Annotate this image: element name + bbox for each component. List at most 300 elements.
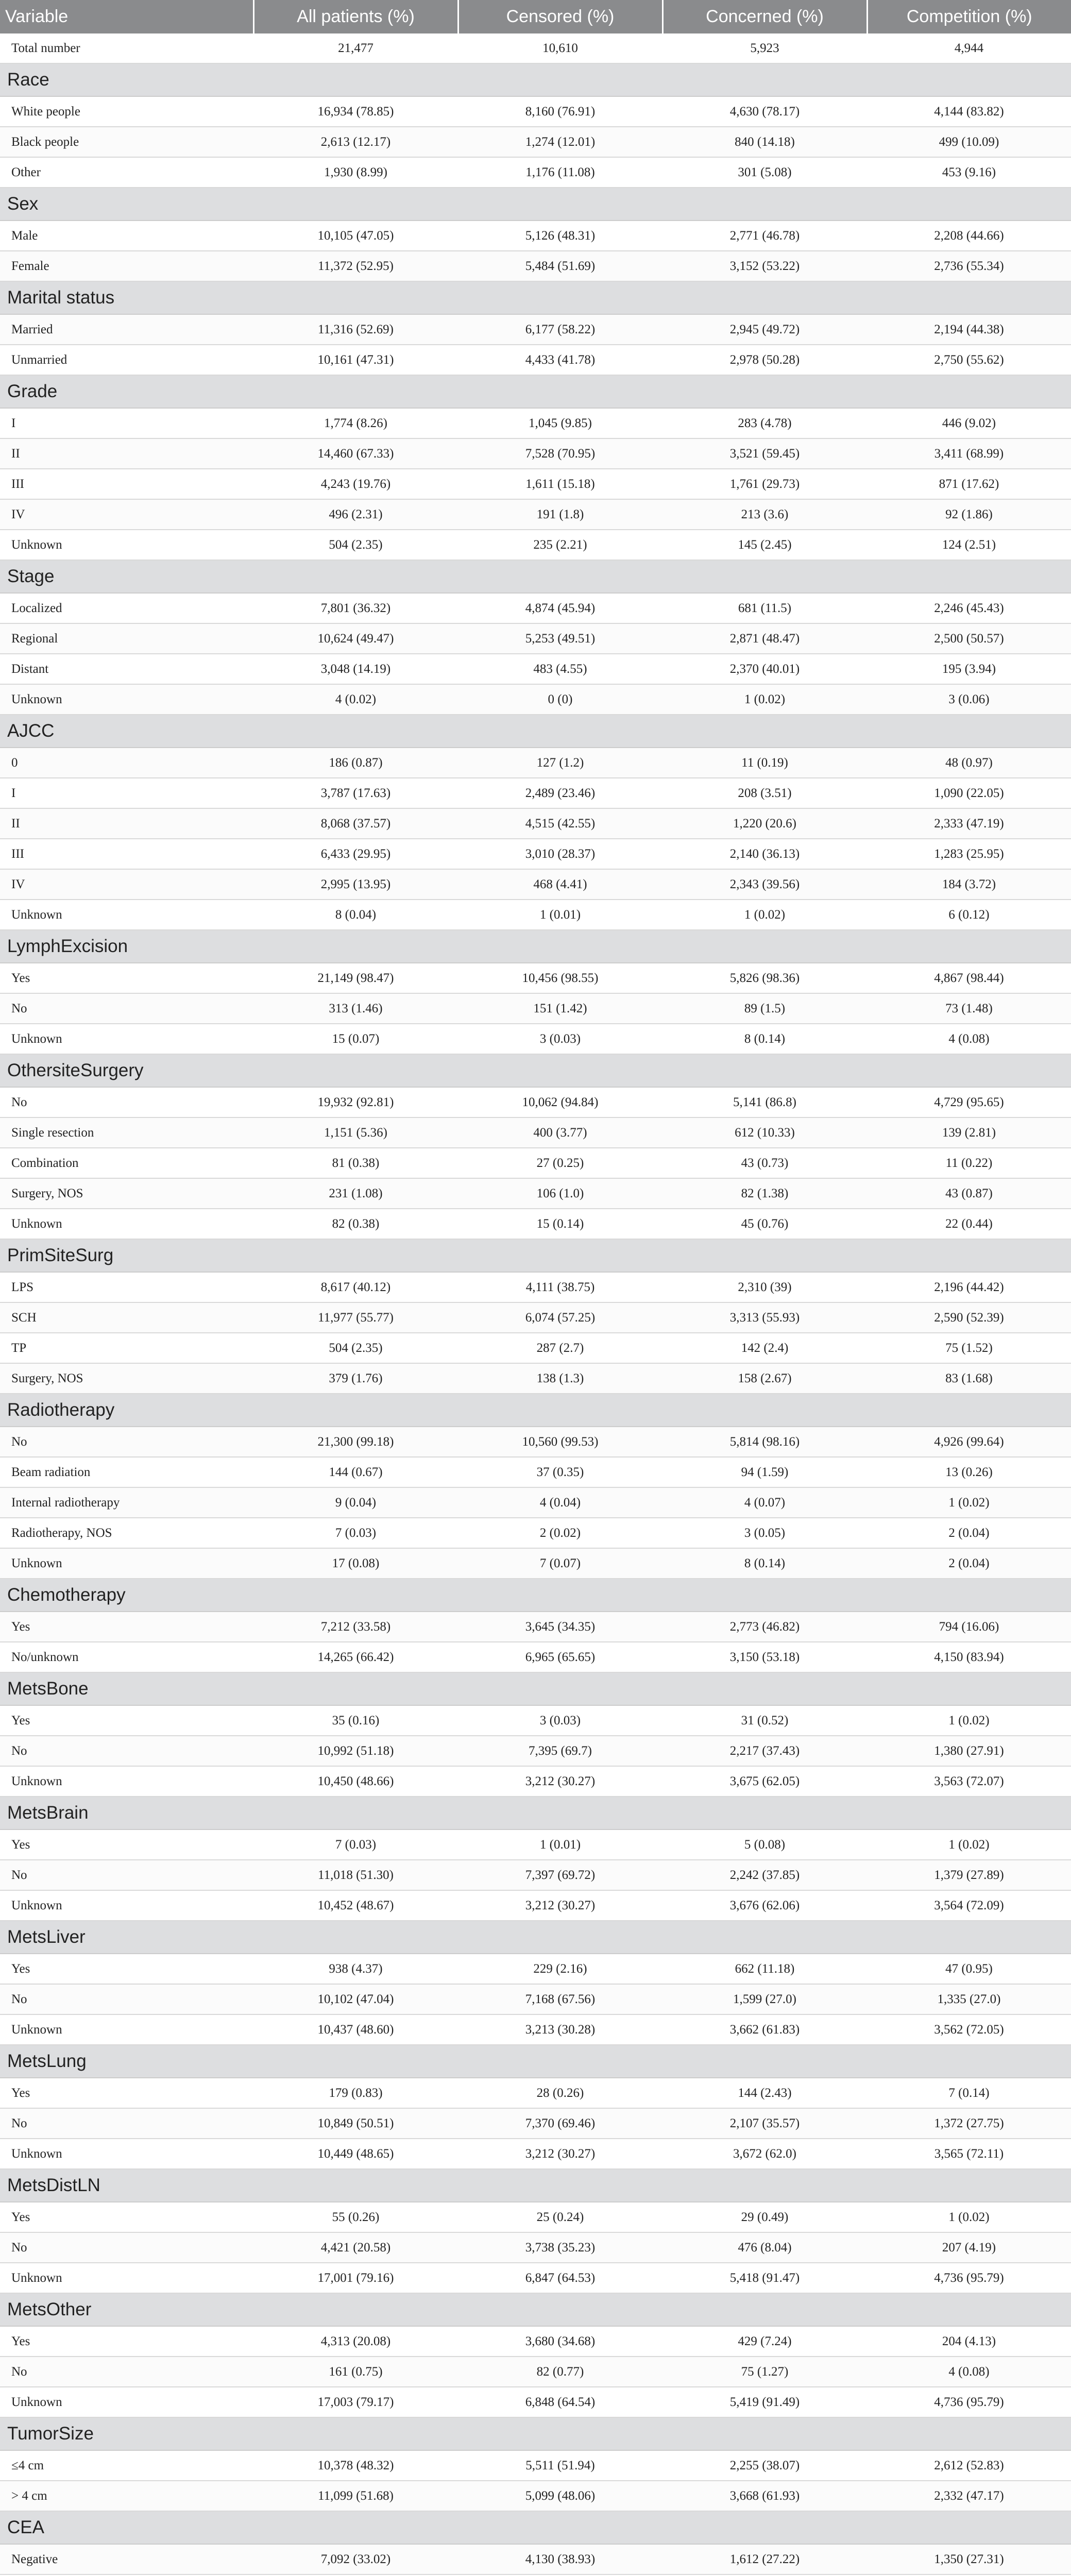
- cell-competition: 4 (0.08): [867, 1024, 1071, 1054]
- cell-censored: 191 (1.8): [458, 499, 662, 530]
- cell-all-patients: 4,313 (20.08): [253, 2326, 458, 2357]
- table-row: [0, 1333, 1071, 1363]
- row-label: Internal radiotherapy: [0, 1487, 253, 1518]
- row-label: Single resection: [0, 1117, 253, 1148]
- cell-censored: 0 (0): [458, 684, 662, 715]
- table-row: [0, 1178, 1071, 1209]
- table-row: [0, 963, 1071, 993]
- row-label: Female: [0, 251, 253, 281]
- table-row: [0, 1548, 1071, 1579]
- table-row: [0, 654, 1071, 684]
- cell-all-patients: 11,099 (51.68): [253, 2481, 458, 2511]
- cell-censored: 106 (1.0): [458, 1178, 662, 1209]
- cell-competition: 11 (0.22): [867, 1148, 1071, 1178]
- cell-censored: 3,680 (34.68): [458, 2326, 662, 2357]
- row-label: Unknown: [0, 900, 253, 930]
- row-label: Black people: [0, 127, 253, 157]
- cell-censored: 3,645 (34.35): [458, 1612, 662, 1642]
- cell-concerned: 3,313 (55.93): [662, 1302, 867, 1333]
- row-label: Combination: [0, 1148, 253, 1178]
- cell-competition: 184 (3.72): [867, 869, 1071, 900]
- row-label: Unknown: [0, 2263, 253, 2293]
- cell-competition: 2,612 (52.83): [867, 2450, 1071, 2481]
- cell-all-patients: 11,372 (52.95): [253, 251, 458, 281]
- cell-competition: 1 (0.02): [867, 1487, 1071, 1518]
- row-label: IV: [0, 499, 253, 530]
- table-row: [0, 1705, 1071, 1736]
- section-title: Chemotherapy: [0, 1579, 1071, 1612]
- row-label: IV: [0, 869, 253, 900]
- cell-concerned: 5,814 (98.16): [662, 1427, 867, 1457]
- table-row: [0, 2078, 1071, 2108]
- cell-concerned: 2,255 (38.07): [662, 2450, 867, 2481]
- row-label: No: [0, 2108, 253, 2139]
- row-label: Unknown: [0, 2014, 253, 2045]
- cell-censored: 7,370 (69.46): [458, 2108, 662, 2139]
- cell-competition: 92 (1.86): [867, 499, 1071, 530]
- section-title: Radiotherapy: [0, 1394, 1071, 1427]
- cell-censored: 400 (3.77): [458, 1117, 662, 1148]
- cell-all-patients: 14,265 (66.42): [253, 1642, 458, 1672]
- cell-competition: 1,090 (22.05): [867, 778, 1071, 808]
- cell-competition: 207 (4.19): [867, 2232, 1071, 2263]
- cell-competition: 1,379 (27.89): [867, 1860, 1071, 1890]
- table-row: [0, 900, 1071, 930]
- table-row: [0, 1860, 1071, 1890]
- cell-competition: 2,196 (44.42): [867, 1272, 1071, 1302]
- cell-concerned: 2,310 (39): [662, 1272, 867, 1302]
- cell-censored: 6,074 (57.25): [458, 1302, 662, 1333]
- cell-censored: 7,528 (70.95): [458, 438, 662, 469]
- section-header-row: [0, 2169, 1071, 2202]
- cell-all-patients: 504 (2.35): [253, 1333, 458, 1363]
- cell-concerned: 213 (3.6): [662, 499, 867, 530]
- row-label: No: [0, 2357, 253, 2387]
- cell-competition: 871 (17.62): [867, 469, 1071, 499]
- header-row: [0, 0, 1071, 33]
- cell-concerned: 2,370 (40.01): [662, 654, 867, 684]
- cell-censored: 7,395 (69.7): [458, 1736, 662, 1766]
- cell-all-patients: 179 (0.83): [253, 2078, 458, 2108]
- cell-competition: 2,736 (55.34): [867, 251, 1071, 281]
- cell-censored: 4,130 (38.93): [458, 2544, 662, 2574]
- cell-censored: 3,738 (35.23): [458, 2232, 662, 2263]
- cell-concerned: 301 (5.08): [662, 157, 867, 188]
- row-label: Surgery, NOS: [0, 1178, 253, 1209]
- cell-concerned: 11 (0.19): [662, 748, 867, 778]
- row-label: Unknown: [0, 1766, 253, 1797]
- header-all-patients: All patients (%): [253, 0, 458, 33]
- section-title: Sex: [0, 188, 1071, 221]
- row-label: > 4 cm: [0, 2481, 253, 2511]
- cell-all-patients: 17,001 (79.16): [253, 2263, 458, 2293]
- cell-concerned: 2,773 (46.82): [662, 1612, 867, 1642]
- cell-all-patients: 3,787 (17.63): [253, 778, 458, 808]
- row-label: Other: [0, 157, 253, 188]
- cell-censored: 151 (1.42): [458, 993, 662, 1024]
- cell-all-patients: 19,932 (92.81): [253, 1087, 458, 1117]
- cell-all-patients: 1,930 (8.99): [253, 157, 458, 188]
- table-row: [0, 2357, 1071, 2387]
- cell-censored: 8,160 (76.91): [458, 96, 662, 127]
- row-label: Unknown: [0, 2387, 253, 2417]
- table-row: [0, 1087, 1071, 1117]
- section-title: CEA: [0, 2511, 1071, 2544]
- cell-all-patients: 21,300 (99.18): [253, 1427, 458, 1457]
- cell-competition: 3,411 (68.99): [867, 438, 1071, 469]
- section-header-row: [0, 715, 1071, 748]
- row-label: Unknown: [0, 684, 253, 715]
- cell-competition: 1 (0.02): [867, 1829, 1071, 1860]
- cell-censored: 5,099 (48.06): [458, 2481, 662, 2511]
- cell-all-patients: 7,212 (33.58): [253, 1612, 458, 1642]
- table-row: [0, 1736, 1071, 1766]
- section-title: TumorSize: [0, 2417, 1071, 2450]
- row-label: No: [0, 1427, 253, 1457]
- cell-all-patients: 10,452 (48.67): [253, 1890, 458, 1921]
- cell-concerned: 429 (7.24): [662, 2326, 867, 2357]
- row-label: No: [0, 993, 253, 1024]
- cell-competition: 2,750 (55.62): [867, 345, 1071, 375]
- row-label: SCH: [0, 1302, 253, 1333]
- section-header-row: [0, 2511, 1071, 2544]
- cell-all-patients: 7,092 (33.02): [253, 2544, 458, 2574]
- total-all-patients: 21,477: [253, 33, 458, 63]
- table-row: [0, 623, 1071, 654]
- total-concerned: 5,923: [662, 33, 867, 63]
- total-label: Total number: [0, 33, 253, 63]
- table-row: [0, 2544, 1071, 2574]
- cell-competition: 195 (3.94): [867, 654, 1071, 684]
- table-row: [0, 808, 1071, 839]
- table-row: [0, 1272, 1071, 1302]
- table-row: [0, 593, 1071, 623]
- cell-censored: 27 (0.25): [458, 1148, 662, 1178]
- table-row: [0, 869, 1071, 900]
- cell-all-patients: 1,151 (5.36): [253, 1117, 458, 1148]
- cell-censored: 2,489 (23.46): [458, 778, 662, 808]
- table-row: [0, 96, 1071, 127]
- cell-all-patients: 313 (1.46): [253, 993, 458, 1024]
- row-label: No: [0, 1736, 253, 1766]
- cell-competition: 4,144 (83.82): [867, 96, 1071, 127]
- cell-censored: 287 (2.7): [458, 1333, 662, 1363]
- cell-competition: 3 (0.06): [867, 684, 1071, 715]
- cell-competition: 1,372 (27.75): [867, 2108, 1071, 2139]
- cell-concerned: 5,141 (86.8): [662, 1087, 867, 1117]
- table-row: [0, 993, 1071, 1024]
- cell-concerned: 75 (1.27): [662, 2357, 867, 2387]
- table-row: [0, 2232, 1071, 2263]
- cell-all-patients: 4 (0.02): [253, 684, 458, 715]
- cell-competition: 453 (9.16): [867, 157, 1071, 188]
- table-row: [0, 221, 1071, 251]
- table-row: [0, 1117, 1071, 1148]
- row-label: III: [0, 469, 253, 499]
- cell-all-patients: 11,316 (52.69): [253, 314, 458, 345]
- cell-competition: 139 (2.81): [867, 1117, 1071, 1148]
- cell-all-patients: 10,624 (49.47): [253, 623, 458, 654]
- row-label: Unknown: [0, 2139, 253, 2169]
- cell-concerned: 3,672 (62.0): [662, 2139, 867, 2169]
- cell-all-patients: 55 (0.26): [253, 2202, 458, 2232]
- cell-competition: 2,332 (47.17): [867, 2481, 1071, 2511]
- cell-competition: 73 (1.48): [867, 993, 1071, 1024]
- cell-censored: 1 (0.01): [458, 1829, 662, 1860]
- cell-competition: 6 (0.12): [867, 900, 1071, 930]
- row-label: White people: [0, 96, 253, 127]
- row-label: No: [0, 1087, 253, 1117]
- row-label: Regional: [0, 623, 253, 654]
- cell-all-patients: 10,378 (48.32): [253, 2450, 458, 2481]
- cell-competition: 4,867 (98.44): [867, 963, 1071, 993]
- table-row: [0, 2481, 1071, 2511]
- row-label: Yes: [0, 2202, 253, 2232]
- cell-competition: 2,194 (44.38): [867, 314, 1071, 345]
- cell-concerned: 8 (0.14): [662, 1024, 867, 1054]
- cell-all-patients: 10,992 (51.18): [253, 1736, 458, 1766]
- section-header-row: [0, 188, 1071, 221]
- table-row: [0, 408, 1071, 438]
- cell-competition: 3,565 (72.11): [867, 2139, 1071, 2169]
- table-row: [0, 2387, 1071, 2417]
- cell-censored: 5,484 (51.69): [458, 251, 662, 281]
- cell-concerned: 1 (0.02): [662, 684, 867, 715]
- cell-concerned: 2,945 (49.72): [662, 314, 867, 345]
- row-label: Unmarried: [0, 345, 253, 375]
- cell-censored: 7,397 (69.72): [458, 1860, 662, 1890]
- table-row: [0, 530, 1071, 560]
- cell-censored: 6,848 (64.54): [458, 2387, 662, 2417]
- cell-concerned: 2,871 (48.47): [662, 623, 867, 654]
- table-row: [0, 2326, 1071, 2357]
- row-label: Yes: [0, 1705, 253, 1736]
- cell-all-patients: 10,102 (47.04): [253, 1984, 458, 2014]
- cell-competition: 1,283 (25.95): [867, 839, 1071, 869]
- cell-concerned: 681 (11.5): [662, 593, 867, 623]
- cell-censored: 10,560 (99.53): [458, 1427, 662, 1457]
- cell-all-patients: 231 (1.08): [253, 1178, 458, 1209]
- cell-concerned: 476 (8.04): [662, 2232, 867, 2263]
- section-header-row: [0, 281, 1071, 314]
- cell-all-patients: 11,018 (51.30): [253, 1860, 458, 1890]
- row-label: Unknown: [0, 1548, 253, 1579]
- table-row: [0, 748, 1071, 778]
- section-header-row: [0, 2417, 1071, 2450]
- cell-all-patients: 6,433 (29.95): [253, 839, 458, 869]
- row-label: No: [0, 1860, 253, 1890]
- cell-all-patients: 8 (0.04): [253, 900, 458, 930]
- section-header-row: [0, 63, 1071, 96]
- row-label: ≤4 cm: [0, 2450, 253, 2481]
- section-title: MetsBrain: [0, 1797, 1071, 1829]
- cell-competition: 794 (16.06): [867, 1612, 1071, 1642]
- cell-concerned: 1,761 (29.73): [662, 469, 867, 499]
- cell-all-patients: 4,243 (19.76): [253, 469, 458, 499]
- section-title: Stage: [0, 560, 1071, 593]
- cell-all-patients: 16,934 (78.85): [253, 96, 458, 127]
- cell-concerned: 612 (10.33): [662, 1117, 867, 1148]
- table-row: [0, 345, 1071, 375]
- cell-concerned: 3,150 (53.18): [662, 1642, 867, 1672]
- cell-competition: 43 (0.87): [867, 1178, 1071, 1209]
- cell-concerned: 45 (0.76): [662, 1209, 867, 1239]
- section-header-row: [0, 1054, 1071, 1087]
- cell-concerned: 2,978 (50.28): [662, 345, 867, 375]
- table-row: [0, 1302, 1071, 1333]
- cell-competition: 2,246 (45.43): [867, 593, 1071, 623]
- cell-all-patients: 17,003 (79.17): [253, 2387, 458, 2417]
- cell-censored: 3 (0.03): [458, 1024, 662, 1054]
- table-row: [0, 839, 1071, 869]
- cell-censored: 5,511 (51.94): [458, 2450, 662, 2481]
- section-title: MetsDistLN: [0, 2169, 1071, 2202]
- row-label: Unknown: [0, 1209, 253, 1239]
- table-row: [0, 469, 1071, 499]
- table-row: [0, 2108, 1071, 2139]
- cell-competition: 4,926 (99.64): [867, 1427, 1071, 1457]
- cell-concerned: 208 (3.51): [662, 778, 867, 808]
- cell-censored: 127 (1.2): [458, 748, 662, 778]
- cell-competition: 1 (0.02): [867, 2202, 1071, 2232]
- cell-all-patients: 35 (0.16): [253, 1705, 458, 1736]
- row-label: II: [0, 808, 253, 839]
- cell-competition: 2,208 (44.66): [867, 221, 1071, 251]
- cell-concerned: 3 (0.05): [662, 1518, 867, 1548]
- table-row: [0, 438, 1071, 469]
- cell-all-patients: 186 (0.87): [253, 748, 458, 778]
- cell-censored: 3,213 (30.28): [458, 2014, 662, 2045]
- section-title: Grade: [0, 375, 1071, 408]
- cell-all-patients: 21,149 (98.47): [253, 963, 458, 993]
- cell-competition: 2 (0.04): [867, 1548, 1071, 1579]
- cell-concerned: 283 (4.78): [662, 408, 867, 438]
- table-row: [0, 499, 1071, 530]
- cell-concerned: 144 (2.43): [662, 2078, 867, 2108]
- row-label: Unknown: [0, 530, 253, 560]
- table-body: [0, 33, 1071, 2576]
- table-row: [0, 684, 1071, 715]
- total-censored: 10,610: [458, 33, 662, 63]
- table-row: [0, 1457, 1071, 1487]
- table-row: [0, 1984, 1071, 2014]
- table-row: [0, 2139, 1071, 2169]
- cell-censored: 37 (0.35): [458, 1457, 662, 1487]
- cell-competition: 47 (0.95): [867, 1954, 1071, 1984]
- cell-competition: 124 (2.51): [867, 530, 1071, 560]
- cell-concerned: 1 (0.02): [662, 900, 867, 930]
- cell-all-patients: 7 (0.03): [253, 1829, 458, 1860]
- cell-concerned: 2,140 (36.13): [662, 839, 867, 869]
- cell-competition: 83 (1.68): [867, 1363, 1071, 1394]
- table-row: [0, 1209, 1071, 1239]
- cell-all-patients: 15 (0.07): [253, 1024, 458, 1054]
- cell-concerned: 3,676 (62.06): [662, 1890, 867, 1921]
- cell-concerned: 2,242 (37.85): [662, 1860, 867, 1890]
- cell-censored: 1,611 (15.18): [458, 469, 662, 499]
- header-competition: Competition (%): [867, 0, 1071, 33]
- section-title: MetsOther: [0, 2293, 1071, 2326]
- table-row: [0, 2450, 1071, 2481]
- table-row: [0, 314, 1071, 345]
- section-title: Race: [0, 63, 1071, 96]
- section-header-row: [0, 375, 1071, 408]
- table-row: [0, 1363, 1071, 1394]
- table-row: [0, 1954, 1071, 1984]
- table-row: [0, 2263, 1071, 2293]
- row-label: I: [0, 408, 253, 438]
- cell-concerned: 2,343 (39.56): [662, 869, 867, 900]
- cell-competition: 2,500 (50.57): [867, 623, 1071, 654]
- cell-all-patients: 7 (0.03): [253, 1518, 458, 1548]
- section-header-row: [0, 1579, 1071, 1612]
- cell-competition: 3,562 (72.05): [867, 2014, 1071, 2045]
- cell-censored: 4,111 (38.75): [458, 1272, 662, 1302]
- row-label: Yes: [0, 963, 253, 993]
- cell-concerned: 3,675 (62.05): [662, 1766, 867, 1797]
- cell-competition: 2,590 (52.39): [867, 1302, 1071, 1333]
- section-header-row: [0, 2045, 1071, 2078]
- cell-censored: 3,212 (30.27): [458, 1766, 662, 1797]
- cell-competition: 2 (0.04): [867, 1518, 1071, 1548]
- cell-concerned: 1,220 (20.6): [662, 808, 867, 839]
- row-label: Male: [0, 221, 253, 251]
- cell-censored: 3 (0.03): [458, 1705, 662, 1736]
- row-label: Unknown: [0, 1024, 253, 1054]
- cell-all-patients: 3,048 (14.19): [253, 654, 458, 684]
- cell-censored: 4,874 (45.94): [458, 593, 662, 623]
- row-label: Yes: [0, 2078, 253, 2108]
- row-label: No: [0, 2232, 253, 2263]
- cell-concerned: 3,152 (53.22): [662, 251, 867, 281]
- table-row: [0, 1427, 1071, 1457]
- section-title: LymphExcision: [0, 930, 1071, 963]
- cell-all-patients: 2,995 (13.95): [253, 869, 458, 900]
- cell-censored: 468 (4.41): [458, 869, 662, 900]
- cell-all-patients: 10,105 (47.05): [253, 221, 458, 251]
- cell-competition: 1,380 (27.91): [867, 1736, 1071, 1766]
- cell-all-patients: 9 (0.04): [253, 1487, 458, 1518]
- section-header-row: [0, 1672, 1071, 1705]
- cell-competition: 75 (1.52): [867, 1333, 1071, 1363]
- cell-censored: 82 (0.77): [458, 2357, 662, 2387]
- cell-censored: 10,062 (94.84): [458, 1087, 662, 1117]
- table-row: [0, 251, 1071, 281]
- cell-all-patients: 10,449 (48.65): [253, 2139, 458, 2169]
- header-concerned: Concerned (%): [662, 0, 867, 33]
- cell-concerned: 1,599 (27.0): [662, 1984, 867, 2014]
- cell-censored: 1,274 (12.01): [458, 127, 662, 157]
- cell-all-patients: 14,460 (67.33): [253, 438, 458, 469]
- section-title: AJCC: [0, 715, 1071, 748]
- cell-censored: 1,176 (11.08): [458, 157, 662, 188]
- cell-all-patients: 81 (0.38): [253, 1148, 458, 1178]
- cell-censored: 4 (0.04): [458, 1487, 662, 1518]
- cell-concerned: 2,107 (35.57): [662, 2108, 867, 2139]
- cell-all-patients: 10,450 (48.66): [253, 1766, 458, 1797]
- cell-all-patients: 4,421 (20.58): [253, 2232, 458, 2263]
- cell-censored: 25 (0.24): [458, 2202, 662, 2232]
- row-label: Distant: [0, 654, 253, 684]
- cell-all-patients: 10,437 (48.60): [253, 2014, 458, 2045]
- cell-concerned: 5,826 (98.36): [662, 963, 867, 993]
- row-label: No/unknown: [0, 1642, 253, 1672]
- cell-censored: 15 (0.14): [458, 1209, 662, 1239]
- cell-concerned: 4 (0.07): [662, 1487, 867, 1518]
- cell-censored: 1,045 (9.85): [458, 408, 662, 438]
- row-label: Yes: [0, 1954, 253, 1984]
- row-label: No: [0, 1984, 253, 2014]
